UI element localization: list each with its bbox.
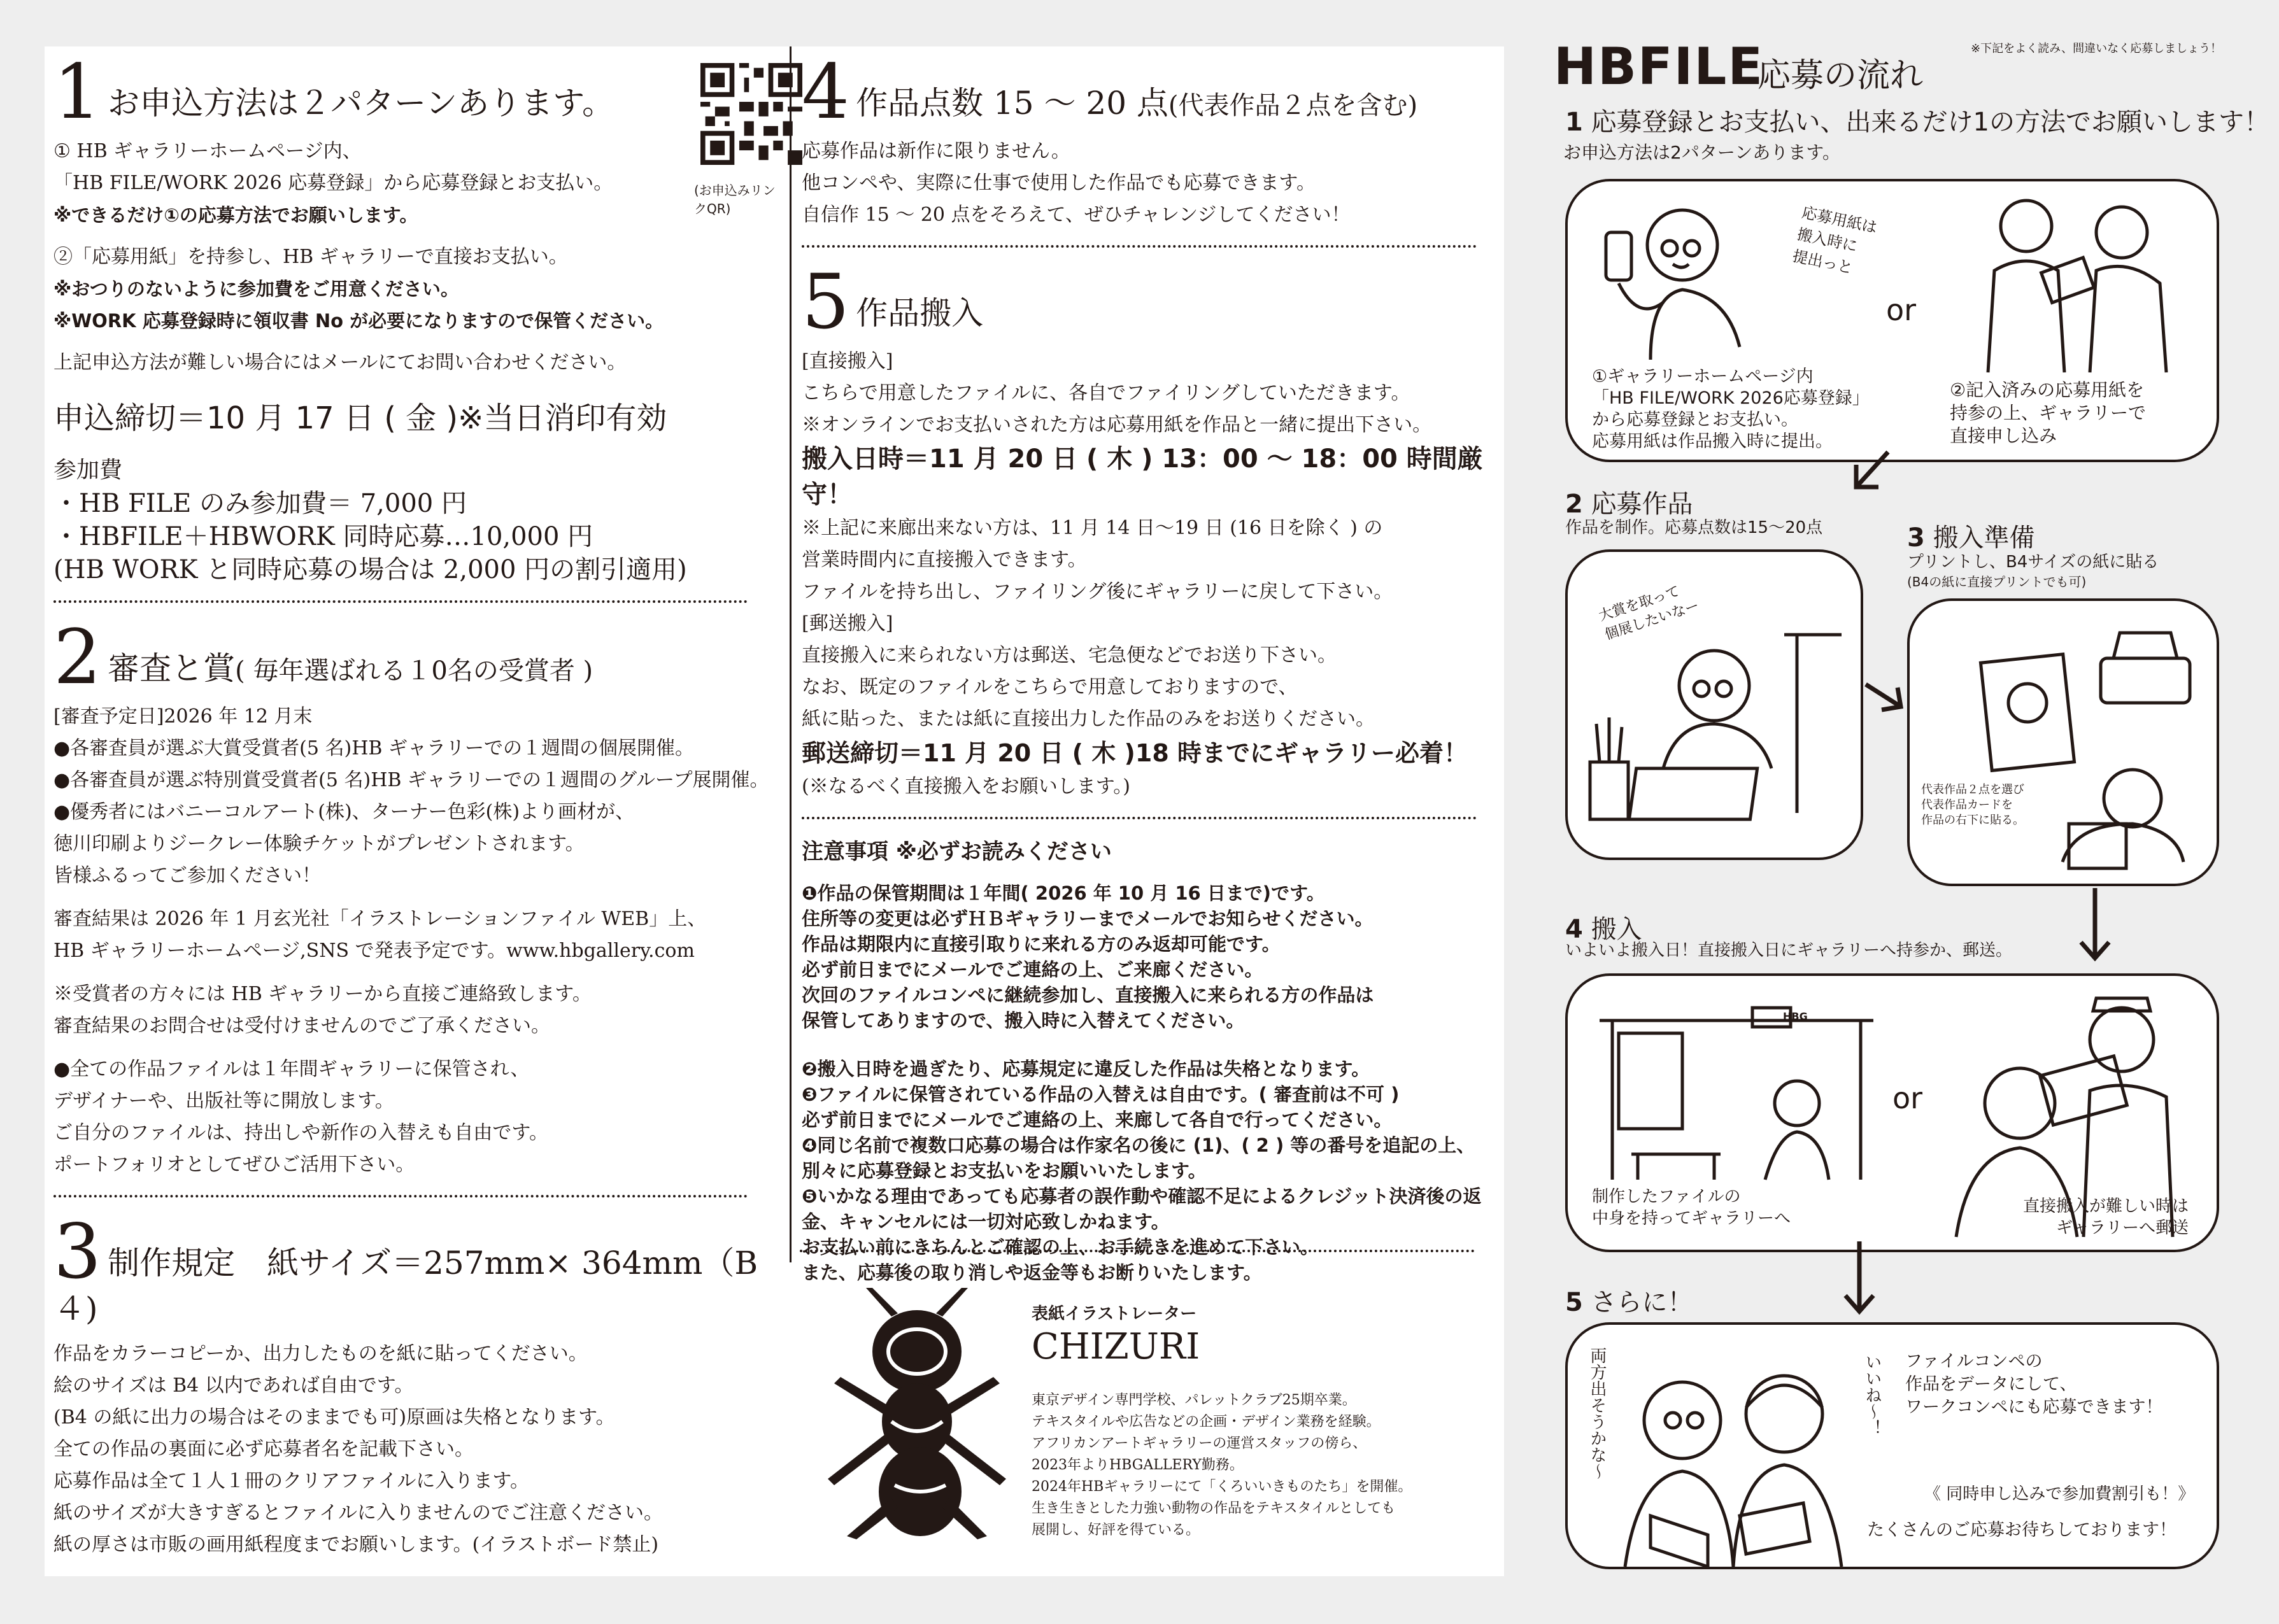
arrow-down-icon — [2076, 888, 2114, 964]
winners-note: ※受賞者の方々には HB ギャラリーから直接ご連絡致します。 審査結果のお問合せは受付けませんのでご了承ください。 — [53, 983, 592, 1037]
step-title: さらに！ — [1591, 1288, 1693, 1317]
flyer-sheet — [45, 46, 1504, 1576]
step-1-heading — [1565, 102, 2269, 138]
arrow-down-icon — [1840, 1241, 1878, 1318]
illustrator-profile — [790, 1262, 1504, 1576]
step-5-box — [1565, 1322, 2219, 1569]
arrow-right-icon — [1863, 675, 1907, 719]
section-number: 1 — [53, 48, 102, 136]
step-subtitle: 作品を制作。応募点数は15～20点 — [1565, 518, 1823, 537]
flow-note: ※下記をよく読み、間違いなく応募しましょう！ — [1971, 42, 2222, 55]
method-1-note: ※できるだけ①の応募方法でお願いします。 — [53, 204, 418, 226]
step-4-left-caption: 制作したファイルの 中身を持ってギャラリーへ — [1592, 1187, 1791, 1228]
flow-title: 応募の流れ — [1757, 57, 1924, 95]
rules-text: 作品をカラーコピーか、出力したものを紙に貼ってください。 絵のサイズは B4 以内であれば自由です。 (B4 の紙に出力の場合はそのままでも可)原画は失格となります。 全ての作品の裏面に必ず応募者名を記載下さい。 応募作品は全て１人１冊のクリアファイルに入ります。 紙のサイズが大きすぎるとファイルに入りませんのでご注意ください。 紙の厚さは市販の画用紙程度までお願いします。(イラストボード禁止) — [53, 1342, 663, 1556]
method-2-caption: ②記入済みの応募用紙を 持参の上、ギャラリーで 直接申し込み — [1950, 379, 2147, 446]
step-title: 応募作品 — [1591, 490, 1693, 519]
divider — [800, 1250, 1475, 1252]
step-subtitle: プリントし、B4サイズの紙に貼る — [1907, 553, 2159, 572]
person-with-phone-illustration — [1593, 194, 1759, 366]
step-1-box — [1565, 179, 2219, 462]
or-label: or — [1886, 293, 1917, 327]
qr-code[interactable] — [700, 63, 802, 165]
speech-bubble: 大賞を取って 個展したいなー — [1596, 583, 1701, 644]
left-column — [45, 46, 780, 1561]
method-1-caption: ①ギャラリーホームページ内 「HB FILE/WORK 2026応募登録」 から応募登録とお支払い。 応募用紙は作品搬入時に提出。 — [1592, 367, 1870, 451]
awards-text: [審査予定日]2026 年 12 月末 ●各審査員が選ぶ大賞受賞者(5 名)HB ギャラリーでの１週間の個展開催。 ●各審査員が選ぶ特別賞受賞者(5 名)HB ギャラリーでの１週間のグループ展開催。 ●優秀者にはバニーコルアート(株)、ターナー色彩(株)より画材が、 徳川印刷よりジークレー体験チケットがプレゼントされます。 皆様ふるってご参加ください！ — [53, 705, 769, 887]
illustrator-label: 表紙イラストレーター — [1032, 1304, 1197, 1324]
section-title: お申込方法は２パターンあります。 — [108, 85, 614, 122]
results-text: 審査結果は 2026 年 1 月玄光社「イラストレーションファイル WEB」上、 HB ギャラリーホームページ,SNS で発表予定です。www.hbgallery.com — [53, 908, 707, 962]
speech-bubble-left: 両方出そうかな〜 — [1587, 1347, 1607, 1479]
application-flow — [1547, 0, 2279, 1624]
mail-delivery-text: [郵送搬入] 直接搬入に来られない方は郵送、宅急便などでお送り下さい。 なお、既定のファイルをこちらで用意しておりますので、 紙に貼った、または紙に直接出力した作品のみをお送りください。 — [802, 612, 1375, 730]
mail-note: (※なるべく直接搬入をお願いします。) — [802, 775, 1131, 798]
step-subtitle: お申込方法は2パターンあります。 — [1563, 142, 1841, 163]
section-1-heading — [53, 48, 774, 136]
fee-title: 参加費 — [53, 457, 123, 483]
method-2-text: ②「応募用紙」を持参し、HB ギャラリーで直接お支払い。 — [53, 246, 568, 268]
printer-and-artwork-illustration — [1922, 614, 2203, 875]
fee-list: ・HB FILE のみ参加費＝ 7,000 円 ・HBFILE＋HBWORK 同時応募…10,000 円 (HB WORK と同時応募の場合は 2,000 円の割引適用) — [53, 489, 687, 584]
illustrator-bio: 東京デザイン専門学校、パレットクラブ25期卒業。 テキスタイルや広告などの企画・デザイン業務を経験。 アフリカンアートギャラリーの運営スタッフの傍ら、 2023年よりHBGALLERY勤務。 2024年HBギャラリーにて「くろいいきものたち」を開催。 生き生きとした力強い動物の作品をテキスタイルとしても 展開し、好評を得ている。 — [1032, 1392, 1412, 1538]
step-3-box — [1907, 598, 2219, 886]
section-title: 審査と賞 — [108, 650, 236, 687]
step-title: 搬入 — [1591, 915, 1642, 944]
step-4-box — [1565, 973, 2219, 1252]
section-subtitle: ( 毎年選ばれる１0名の受賞者 ) — [235, 656, 593, 686]
qr-caption: (お申込みリンクQR) — [694, 183, 776, 216]
gallery-storefront-illustration — [1593, 995, 1886, 1186]
section-number: 2 — [53, 613, 102, 701]
middle-column — [790, 46, 1504, 1283]
method-1-text: ① HB ギャラリーホームページ内、 「HB FILE/WORK 2026 応募登録」から応募登録とお支払い。 — [53, 140, 613, 194]
or-label: or — [1892, 1081, 1923, 1115]
notes-block-2: ❷搬入日時を過ぎたり、応募規定に違反した作品は失格となります。 ❸ファイルに保管されている作品の入替えは自由です。( 審査前は不可 ) 必ず前日までにメールでご連絡の上、来廊して各自で行ってください。 ❹同じ名前で複数口応募の場合は作家名の後に (1)、( 2 ) 等の番号を追記の上、別々に応募登録とお支払いをお願いいたします。 ❺いかなる理由であっても応募者の誤作動や確認不足によるクレジット決済後の返金、キャンセルには一切対応致しかねます。 お支払い前にきちんとご確認の上、お手続きを進めて下さい。 また、応募後の取り消しや返金等もお断りいたします。 — [802, 1058, 1482, 1283]
direct-delivery-text: [直接搬入] こちらで用意したファイルに、各自でファイリングしていただきます。 ※オンラインでお支払いされた方は応募用紙を作品と一緒に提出下さい。 — [802, 350, 1432, 436]
file-storage-text: ●全ての作品ファイルは１年間ギャラリーに保管され、 デザイナーや、出版社等に開放します。 ご自分のファイルは、持出しや新作の入替えも自由です。 ポートフォリオとしてぜひご活用下さい。 — [53, 1058, 548, 1176]
delivery-alt-text: ※上記に来廊出来ない方は、11 月 14 日～19 日 (16 日を除く ) の 営業時間内に直接搬入できます。 ファイルを持ち出し、ファイリング後にギャラリーに戻して下さい。 — [802, 517, 1393, 603]
step-number: 4 — [1565, 915, 1583, 944]
step-4-right-caption: 直接搬入が難しい時は ギャラリーへ郵送 — [2023, 1197, 2189, 1238]
two-people-reading-illustration — [1612, 1350, 1854, 1567]
step-number: 3 — [1907, 523, 1925, 553]
step-2-box — [1565, 549, 1863, 860]
step-number: 1 — [1565, 108, 1583, 137]
section-number: 4 — [802, 48, 850, 136]
method-2-notes: ※おつりのないように参加費をご用意ください。 ※WORK 応募登録時に領収書 No が必要になりますので保管ください。 — [53, 278, 664, 332]
section-3-heading — [53, 1208, 774, 1329]
step-5-text: ファイルコンペの 作品をデータにして、 ワークコンペにも応募できます！ — [1905, 1352, 2163, 1417]
count-text: 応募作品は新作に限りません。 他コンペや、実際に仕事で使用した作品でも応募できます。 自信作 15 ～ 20 点をそろえて、ぜひチャレンジしてください！ — [802, 140, 1351, 226]
person-drawing-illustration — [1580, 622, 1848, 832]
mail-deadline: 郵送締切＝11 月 20 日 ( 木 )18 時までにギャラリー必着！ — [802, 739, 1468, 767]
divider — [802, 245, 1477, 248]
gallery-handover-illustration — [1950, 188, 2192, 379]
section-subtitle: (代表作品２点を含む) — [1168, 91, 1418, 120]
divider — [802, 817, 1477, 819]
section-title: 制作規定 紙サイズ＝257mm× 364mm（B４) — [53, 1245, 758, 1327]
speech-bubble: 応募用紙は 搬入時に 提出っと — [1791, 203, 1879, 278]
section-number: 3 — [53, 1208, 102, 1296]
notes-title: 注意事項 ※必ずお読みください — [802, 839, 1112, 865]
step-3-caption: 代表作品２点を選び 代表作品カードを 作品の右下に貼る。 — [1921, 783, 2024, 827]
hbfile-logo: HBFILE — [1554, 37, 1764, 96]
step-title: 応募登録とお支払い、出来るだけ1の方法でお願いします！ — [1591, 108, 2270, 137]
cover-illustration-ant — [821, 1288, 1012, 1543]
section-number: 5 — [802, 258, 850, 346]
illustrator-name: CHIZURI — [1032, 1326, 1200, 1367]
discount-promo: 《 同時申し込みで参加費割引も！》 — [1924, 1485, 2195, 1504]
application-deadline: 申込締切＝10 月 17 日 ( 金 )※当日消印有効 — [53, 400, 667, 436]
step-subtitle: いよいよ搬入日！直接搬入日にギャラリーへ持参か、郵送。 — [1565, 941, 2013, 960]
gallery-sign: HBG — [1783, 1010, 1808, 1022]
section-4-heading — [802, 48, 1498, 136]
arrow-down-left-icon — [1847, 446, 1898, 497]
section-title: 作品搬入 — [856, 295, 984, 332]
divider — [53, 600, 748, 603]
delivery-date: 搬入日時＝11 月 20 日 ( 木 ) 13：00 ～ 18：00 時間厳守！ — [802, 444, 1483, 509]
contact-note: 上記申込方法が難しい場合にはメールにてお問い合わせください。 — [53, 351, 627, 374]
divider — [53, 1195, 748, 1197]
section-2-heading — [53, 613, 774, 701]
step-note: (B4の紙に直接プリントでも可) — [1907, 574, 2087, 590]
closing-message: たくさんのご応募お待ちしております！ — [1867, 1520, 2176, 1540]
step-5-heading — [1565, 1282, 1693, 1318]
step-number: 5 — [1565, 1288, 1583, 1317]
step-title: 搬入準備 — [1933, 523, 2035, 553]
section-title: 作品点数 15 ～ 20 点 — [856, 85, 1168, 122]
speech-bubble-middle: いいね〜！ — [1863, 1353, 1882, 1436]
notes-block-1: ❶作品の保管期間は１年間( 2026 年 10 月 16 日まで)です。 住所等の変更は必ずＨＢギャラリーまでメールでお知らせください。 作品は期限内に直接引取りに来れる方のみ返却可能です。 必ず前日までにメールでご連絡の上、ご来廊ください。 次回のファイルコンペに継続参加し、直接搬入に来られる方の作品は 保管してありますので、搬入時に入替えてください。 — [802, 882, 1374, 1031]
section-5-heading — [802, 258, 1498, 346]
step-number: 2 — [1565, 490, 1583, 519]
